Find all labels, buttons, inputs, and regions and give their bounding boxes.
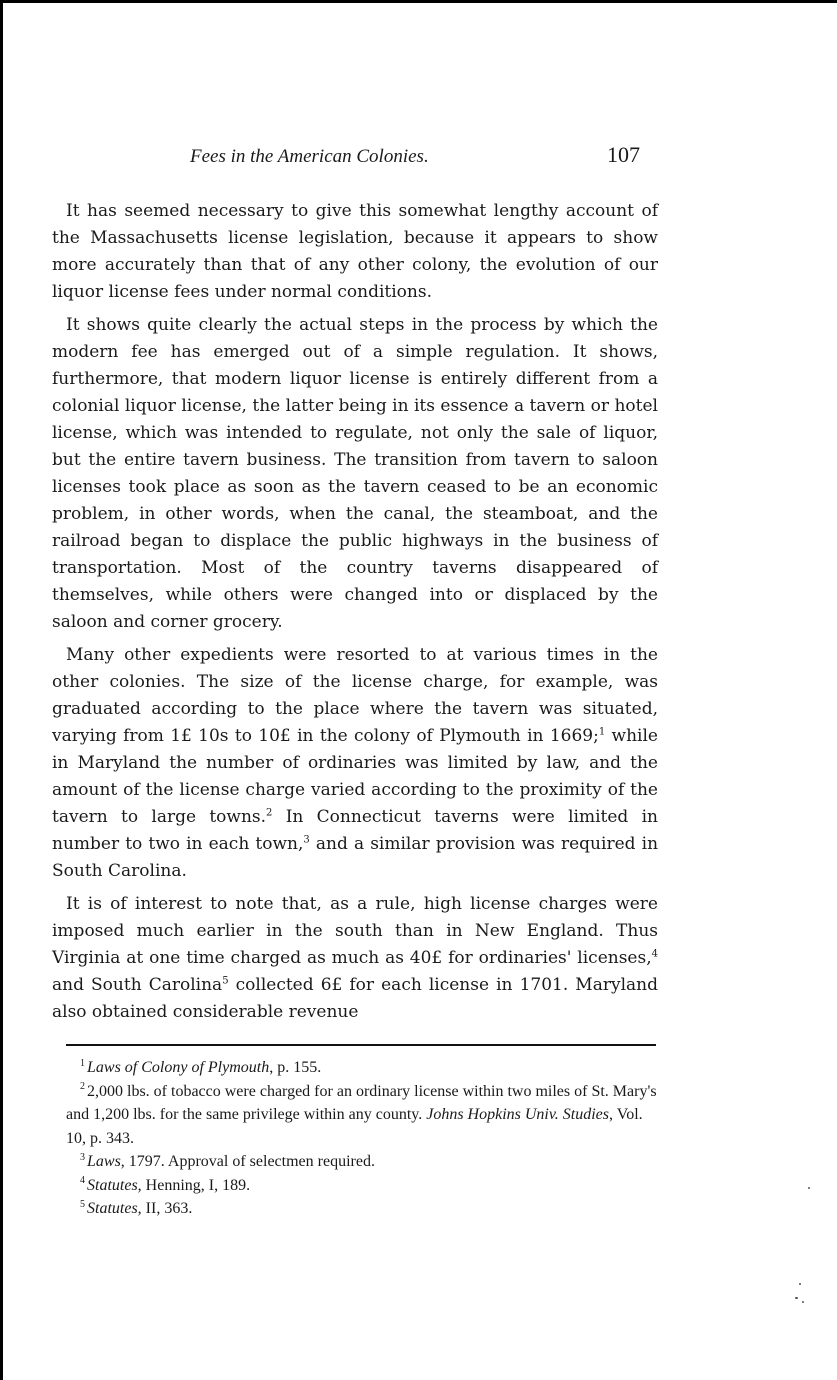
footnote-text: , II, 363. [137, 1200, 193, 1217]
footnote-text: , Henning, I, 189. [137, 1176, 251, 1194]
paragraph-4-text-c: collected 6£ for each license in 1701. Maryland also obtained considerable revenue [52, 975, 658, 1022]
scan-speck [795, 1297, 798, 1299]
footnote-title: Statutes [87, 1200, 138, 1217]
footnote-5 [52, 1197, 658, 1221]
footnote-ref-3: 3 [303, 834, 310, 846]
paragraph-4-text-a: It is of interest to note that, as a rule, high license charges were imposed much earlier in the south than in New England. Thus Virginia at one time charged as much as 40£ for ordinaries' licenses, [52, 894, 658, 968]
footnote-ref-1: 1 [598, 726, 606, 738]
paragraph-4-text-b: and South Carolina [52, 975, 223, 995]
footnotes [52, 1056, 658, 1221]
footnote-text: , 1797. Approval of selectmen required. [120, 1153, 375, 1170]
scan-border-left [0, 0, 3, 1380]
footnote-title: Laws of Colony of Plymouth [87, 1059, 270, 1076]
paragraph-3-text-c: In Connecticut taverns were limited in number to two in each town, [52, 807, 659, 854]
footnote-source-title: Johns Hopkins Univ. Studies [426, 1106, 610, 1123]
footnote-2 [52, 1080, 658, 1151]
footnote-mark: 4 [80, 1175, 85, 1187]
footnote-title: Statutes [87, 1176, 138, 1194]
footnote-text: , p. 155. [269, 1059, 322, 1076]
page-header [52, 140, 658, 198]
footnote-ref-5: 5 [222, 975, 229, 987]
book-page [52, 140, 658, 1221]
footnote-divider [66, 1044, 656, 1046]
scan-speck [799, 1283, 801, 1285]
footnote-title: Laws [87, 1153, 121, 1170]
footnote-mark: 5 [80, 1198, 85, 1210]
paragraph-3-text-b: while in Maryland the number of ordinaries was limited by law, and the amount of the license charge varied according to the proximity of the tavern to large towns. [52, 726, 658, 827]
paragraph-2: It shows quite clearly the actual steps in the process by which the modern fee has emerged out of a simple regulation. It shows, furthermore, that modern liquor license is entirely different from a colonial liquor license, the latter being in its essence a tavern or hotel license, which was intended to regulate, not only the sale of liquor, but the entire tavern business. The transition from tavern to saloon licenses took place as soon as the tavern ceased to be an economic problem, in other words, when the canal, the steamboat, and the railroad began to displace the public highways in the business of transportation. Most of the country taverns disappeared of themselves, while others were changed into or displaced by the saloon and corner grocery. [52, 315, 658, 632]
footnote-mark: 2 [80, 1081, 85, 1093]
body-text [52, 198, 658, 1026]
paragraph-3 [52, 642, 658, 885]
scan-border-top [0, 0, 837, 3]
scan-speck [808, 1187, 810, 1189]
footnote-mark: 1 [80, 1057, 85, 1069]
paragraph-1: It has seemed necessary to give this somewhat lengthy account of the Massachusetts license legislation, because it appears to show more accurately than that of any other colony, the evolution of our liquor license fees under normal conditions. [52, 201, 658, 302]
footnote-1 [52, 1056, 658, 1080]
footnote-text: 2,000 lbs. of tobacco were charged for an ordinary license within two miles of St. Mary's and 1,200 lbs. for the same privilege within any county. [66, 1082, 657, 1123]
footnote-ref-4: 4 [651, 948, 658, 960]
footnote-ref-2: 2 [266, 807, 273, 819]
running-head: Fees in the American Colonies. [190, 146, 429, 167]
footnote-3 [52, 1150, 658, 1174]
paragraph-4 [52, 891, 658, 1026]
scan-speck [802, 1301, 804, 1303]
footnote-mark: 3 [80, 1151, 85, 1163]
footnote-source-text: , Vol. 10, p. 343. [66, 1106, 643, 1147]
page-number: 107 [607, 142, 640, 167]
footnote-4 [52, 1174, 658, 1198]
paragraph-3-text-d: and a similar provision was required in South Carolina. [52, 834, 659, 881]
paragraph-3-text-a: Many other expedients were resorted to at various times in the other colonies. The size of the license charge, for example, was graduated according to the place where the tavern was situated, varying from 1£ 10s to 10£ in the colony of Plymouth in 1669; [52, 645, 658, 746]
